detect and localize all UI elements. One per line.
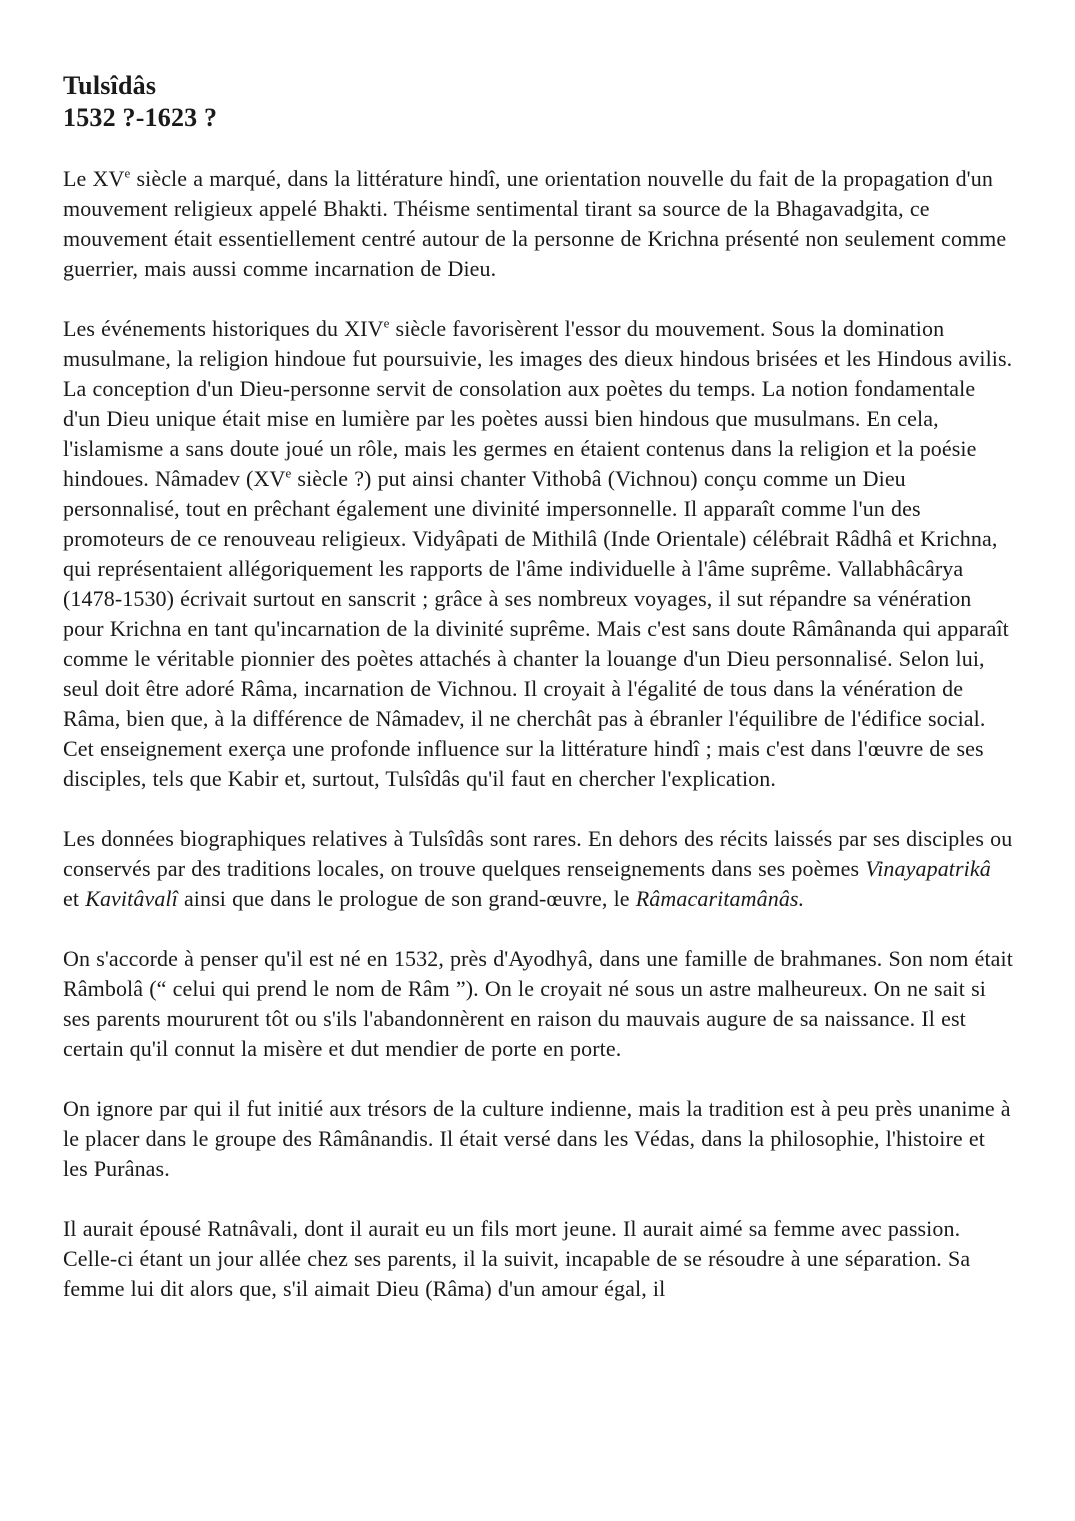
paragraph-biographical-sources — [63, 824, 1013, 914]
text-segment: siècle a marqué, dans la littérature hindî, une orientation nouvelle du fait de la propagation d'un mouvement religieux appelé Bhakti. Théisme sentimental tirant sa source de la Bhagavadgita, ce mouvement était essentiellement centré autour de la personne de Krichna présenté non seulement comme guerrier, mais aussi comme incarnation de Dieu. — [63, 166, 1007, 281]
article-header — [63, 70, 1013, 134]
work-title: Kavitâvalî — [85, 886, 178, 911]
paragraph-historical-context — [63, 314, 1013, 794]
paragraph-bhakti-introduction — [63, 164, 1013, 284]
text-segment: siècle favorisèrent l'essor du mouvement. Sous la domination musulmane, la religion hindoue fut poursuivie, les images des dieux hindous brisées et les Hindous avilis. La conception d'un Dieu-personne servit de consolation aux poètes du temps. La notion fondamentale d'un Dieu unique était mise en lumière par les poètes aussi bien hindous que musulmans. En cela, l'islamisme a sans doute joué un rôle, mais les germes en étaient contenus dans la religion et la poésie hindoues. Nâmadev (XV — [63, 316, 1013, 491]
text-segment: Les événements historiques du XIV — [63, 316, 384, 341]
superscript-ordinal: e — [285, 465, 292, 481]
paragraph-birth-and-name — [63, 944, 1013, 1064]
work-title: Râmacaritamânâs. — [635, 886, 805, 911]
text-segment: et — [63, 886, 86, 911]
paragraph-education — [63, 1094, 1013, 1184]
text-segment: Le XV — [63, 166, 125, 191]
work-title: Vinayapatrikâ — [865, 856, 991, 881]
paragraph-marriage — [63, 1214, 1013, 1304]
superscript-ordinal: e — [124, 165, 131, 181]
text-segment: siècle ?) put ainsi chanter Vithobâ (Vichnou) conçu comme un Dieu personnalisé, tout en prêchant également une divinité impersonnelle. Il apparaît comme l'un des promoteurs de ce renouveau religieux. Vidyâpati de Mithilâ (Inde Orientale) célébrait Râdhâ et Krichna, qui représentaient allégoriquement les rapports de l'âme individuelle à l'âme suprême. Vallabhâcârya (1478-1530) écrivait surtout en sanscrit ; grâce à ses nombreux voyages, il sut répandre sa vénération pour Krichna en tant qu'incarnation de la divinité suprême. Mais c'est sans doute Râmânanda qui apparaît comme le véritable pionnier des poètes attachés à chanter la louange d'un Dieu personnalisé. Selon lui, seul doit être adoré Râma, incarnation de Vichnou. Il croyait à l'égalité de tous dans la vénération de Râma, bien que, à la différence de Nâmadev, il ne cherchât pas à ébranler l'équilibre de l'édifice social. Cet enseignement exerça une profonde influence sur la littérature hindî ; mais c'est dans l'œuvre de ses disciples, tels que Kabir et, surtout, Tulsîdâs qu'il faut en chercher l'explication. — [63, 466, 1009, 791]
superscript-ordinal: e — [383, 315, 390, 331]
article-dates: 1532 ?-1623 ? — [63, 103, 218, 132]
text-segment: On ignore par qui il fut initié aux trésors de la culture indienne, mais la tradition est à peu près unanime à le placer dans le groupe des Râmânandis. Il était versé dans les Védas, dans la philosophie, l'histoire et les Purânas. — [63, 1096, 1011, 1181]
text-segment: On s'accorde à penser qu'il est né en 1532, près d'Ayodhyâ, dans une famille de brahmanes. Son nom était Râmbolâ (“ celui qui prend le nom de Râm ”). On le croyait né sous un astre malheureux. On ne sait si ses parents moururent tôt ou s'ils l'abandonnèrent en raison du mauvais augure de sa naissance. Il est certain qu'il connut la misère et dut mendier de porte en porte. — [63, 946, 1013, 1061]
text-segment: Les données biographiques relatives à Tulsîdâs sont rares. En dehors des récits laissés par ses disciples ou conservés par des traditions locales, on trouve quelques renseignements dans ses poèmes — [63, 826, 1013, 881]
text-segment: Il aurait épousé Ratnâvali, dont il aurait eu un fils mort jeune. Il aurait aimé sa femme avec passion. Celle-ci étant un jour allée chez ses parents, il la suivit, incapable de se résoudre à une séparation. Sa femme lui dit alors que, s'il aimait Dieu (Râma) d'un amour égal, il — [63, 1216, 971, 1301]
text-segment: ainsi que dans le prologue de son grand-œuvre, le — [177, 886, 636, 911]
article-title: Tulsîdâs — [63, 71, 157, 100]
